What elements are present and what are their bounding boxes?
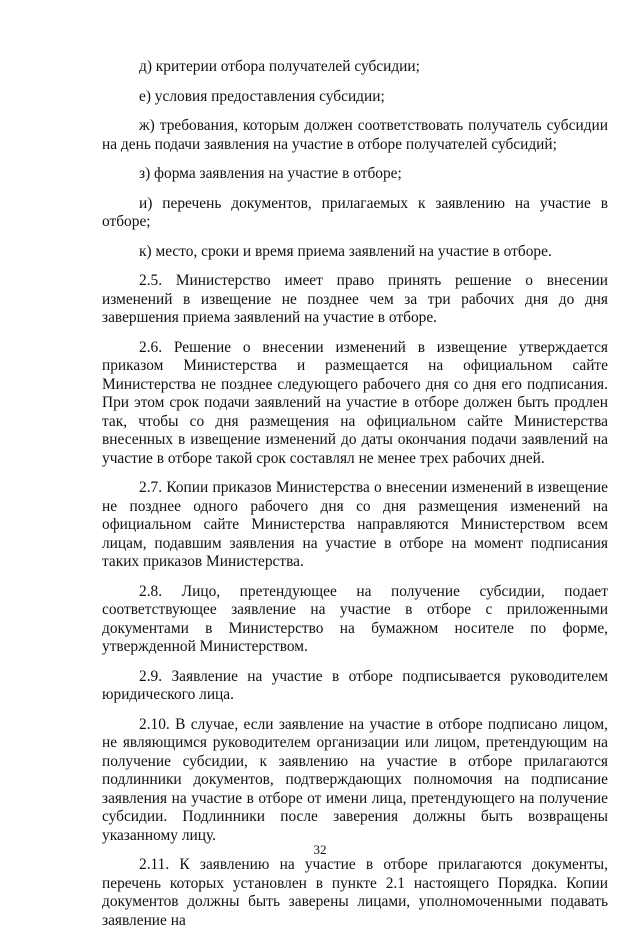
paragraph-e: е) условия предоставления субсидии; (139, 87, 385, 105)
paragraph-2-6: 2.6. Решение о внесении изменений в извещение утверждается приказом Министерства и размещается на официальном сайте Министерства не позднее следующего рабочего дня со дня его подписания. При этом срок подачи заявлений на участие в отборе должен быть продлен так, чтобы со дня размещения на официальном сайте Министерства внесенных в извещение изменений до даты окончания подачи заявлений на участие в отборе такой срок составлял не менее трех рабочих дней. (102, 338, 608, 467)
paragraph-2-10: 2.10. В случае, если заявление на участие в отборе подписано лицом, не являющимся руководителем организации или лицом, претендующим на получение субсидии, к заявлению на участие в отборе прилагаются подлинники документов, подтверждающих полномочия на подписание заявления на участие в отборе от имени лица, претендующего на получение субсидии. Подлинники после заверения должны быть возвращены указанному лицу. (102, 715, 608, 844)
paragraph-k: к) место, сроки и время приема заявлений на участие в отборе. (139, 242, 552, 260)
page-number: 32 (313, 842, 327, 857)
paragraph-z: з) форма заявления на участие в отборе; (139, 165, 402, 182)
paragraph-2-7: 2.7. Копии приказов Министерства о внесении изменений в извещение не позднее одного рабочего дня со дня размещения изменений на официальном сайте Министерства направляются Министерством всем лицам, подавшим заявления на участие в отборе на момент подписания таких приказов Министерства. (102, 479, 608, 570)
paragraph-i: и) перечень документов, прилагаемых к заявлению на участие в отборе; (102, 194, 608, 230)
paragraph-zh: ж) требования, которым должен соответствовать получатель субсидии на день подачи заявления на участие в отборе получателей субсидий; (102, 117, 608, 153)
paragraph-2-8: 2.8. Лицо, претендующее на получение субсидии, подает соответствующее заявление на участие в отборе с приложенными документами в Министерство на бумажном носителе по форме, утвержденной Министерством. (102, 582, 608, 655)
paragraph-2-5: 2.5. Министерство имеет право принять решение о внесении изменений в извещение не позднее чем за три рабочих дня до дня завершения приема заявлений на участие в отборе. (102, 272, 608, 326)
paragraph-2-9: 2.9. Заявление на участие в отборе подписывается руководителем юридического лица. (102, 667, 608, 703)
paragraph-2-11: 2.11. К заявлению на участие в отборе прилагаются документы, перечень которых установлен в пункте 2.1 настоящего Порядка. Копии документов должны быть заверены лицами, уполномоченными подавать заявление на (102, 856, 608, 929)
paragraph-d: д) критерии отбора получателей субсидии; (139, 58, 420, 75)
